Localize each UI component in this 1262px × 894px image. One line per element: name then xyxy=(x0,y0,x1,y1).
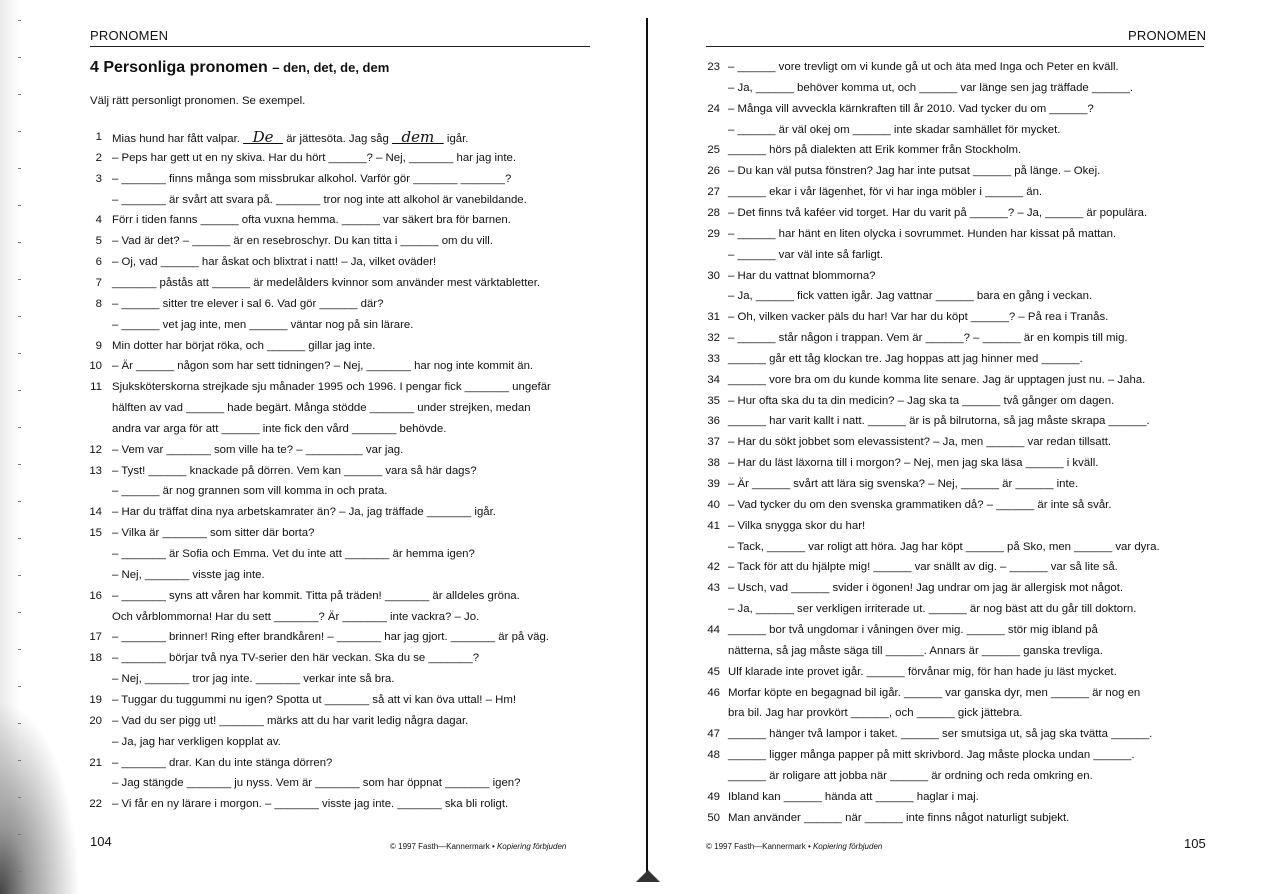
exercise-text: _______ påstås att ______ är medelålders kvinnor som använder mest värktabletter. xyxy=(112,276,541,289)
left-copyright-footer xyxy=(390,842,566,851)
exercise-number: 27 xyxy=(707,186,720,199)
exercise-number: 50 xyxy=(707,811,720,824)
exercise-number: 48 xyxy=(707,749,720,762)
exercise-text: Och vårblommorna! Har du sett _______? Är _______ inte vackra? – Jo. xyxy=(112,610,480,623)
exercise-text: – Oj, vad ______ har åskat och blixtrat i natt! – Ja, vilket oväder! xyxy=(112,256,437,269)
exercise-text: – Oh, vilken vacker päls du har! Var har du köpt ______? – På rea i Tranås. xyxy=(728,311,1109,324)
exercise-number: 20 xyxy=(89,714,102,727)
exercise-title-suffix: – den, det, de, dem xyxy=(272,60,390,75)
exercise-text: – Vad är det? – ______ är en resebroschyr. Du kan titta i ______ om du vill. xyxy=(112,235,493,248)
exercise-number: 28 xyxy=(707,206,720,219)
exercise-number: 12 xyxy=(89,443,102,456)
exercise-text: – ______ var väl inte så farligt. xyxy=(728,248,884,261)
exercise-text: bra bil. Jag har provkört ______, och ______ gick jättebra. xyxy=(728,707,1023,720)
exercise-number: 47 xyxy=(707,728,720,741)
scan-edge-mark xyxy=(18,834,21,835)
exercise-text: – Vad du ser pigg ut! _______ märks att du har varit ledig några dagar. xyxy=(112,714,469,727)
exercise-number: 31 xyxy=(707,311,720,324)
exercise-text: – ______ vore trevligt om vi kunde gå ut och äta med Inga och Peter en kväll. xyxy=(728,61,1119,73)
exercise-number: 30 xyxy=(707,269,720,282)
exercise-text: Ibland kan ______ hända att ______ haglar i maj. xyxy=(728,790,979,803)
exercise-text: ______ hänger två lampor i taket. ______ ser smutsiga ut, så jag ska tvätta ______. xyxy=(728,728,1153,741)
scan-edge-mark xyxy=(18,279,21,280)
exercise-number: 32 xyxy=(707,332,720,345)
left-header-rule xyxy=(90,46,590,47)
scan-edge-mark xyxy=(18,871,21,872)
scan-edge-mark xyxy=(18,686,21,687)
exercise-text: Ulf klarade inte provet igår. ______ förvånar mig, för han hade ju läst mycket. xyxy=(728,665,1117,678)
exercise-number: 8 xyxy=(95,297,102,310)
exercise-text: – ______ är väl okej om ______ inte skadar samhället för mycket. xyxy=(728,123,1061,136)
exercise-text: – Vad tycker du om den svenska grammatiken då? – ______ är inte så svår. xyxy=(728,498,1112,511)
right-footer-italic: Kopiering förbjuden xyxy=(812,842,883,851)
exercise-number: 19 xyxy=(89,693,102,706)
exercise-number: 15 xyxy=(89,527,102,540)
scan-edge-mark xyxy=(18,464,21,465)
scan-edge-mark xyxy=(18,649,21,650)
exercise-number: 2 xyxy=(95,151,102,164)
right-footer-text: © 1997 Fasth—Kannermark • xyxy=(706,842,813,851)
exercise-number: 23 xyxy=(707,61,720,73)
exercise-text: – Vilka snygga skor du har! xyxy=(728,519,866,532)
exercise-text: – Många vill avveckla kärnkraften till år 2010. Vad tycker du om ______? xyxy=(728,102,1094,115)
right-page-number: 105 xyxy=(1184,836,1206,851)
exercise-text: Förr i tiden fanns ______ ofta vuxna hemma. ______ var säkert bra för barnen. xyxy=(112,214,511,227)
right-copyright-footer xyxy=(706,842,882,851)
book-spine xyxy=(646,18,648,878)
exercise-text: – ______ vet jag inte, men ______ väntar nog på sin lärare. xyxy=(112,318,414,331)
exercise-text: – _______ drar. Kan du inte stänga dörren? xyxy=(112,756,333,769)
exercise-text: – _______ är Sofia och Emma. Vet du inte att _______ är hemma igen? xyxy=(112,548,475,560)
exercise-number: 21 xyxy=(89,756,102,769)
exercise-text: – Peps har gett ut en ny skiva. Har du hört ______? – Nej, _______ har jag inte. xyxy=(112,151,517,164)
exercise-number: 44 xyxy=(707,623,720,636)
scan-edge-mark xyxy=(18,390,21,391)
exercise-text: ______ är roligare att jobba när ______ är ordning och reda omkring en. xyxy=(728,769,1093,782)
exercise-number: 7 xyxy=(95,276,102,289)
exercise-number: 42 xyxy=(707,561,720,574)
exercise-text: ______ går ett tåg klockan tre. Jag hoppas att jag hinner med ______. xyxy=(728,352,1083,365)
handwritten-answer: De xyxy=(243,128,284,146)
exercise-text: – ______ är nog grannen som vill komma in och prata. xyxy=(112,485,388,498)
exercise-number: 33 xyxy=(707,352,720,365)
exercise-number: 37 xyxy=(707,436,720,449)
exercise-number: 49 xyxy=(707,790,720,803)
exercise-number: 22 xyxy=(89,798,102,811)
left-running-header: PRONOMEN xyxy=(90,28,169,43)
exercise-text: – Har du vattnat blommorna? xyxy=(728,269,876,282)
exercise-text: – Har du träffat dina nya arbetskamrater än? – Ja, jag träffade _______ igår. xyxy=(112,506,496,519)
scan-edge-mark xyxy=(18,538,21,539)
exercise-number: 46 xyxy=(707,686,720,699)
exercise-text: – Har du läst läxorna till i morgon? – Nej, men jag ska läsa ______ i kväll. xyxy=(728,457,1099,470)
exercise-text: – ______ har hänt en liten olycka i sovrummet. Hunden har kissat på mattan. xyxy=(728,227,1117,240)
exercise-number: 43 xyxy=(707,582,720,595)
exercise-title-main: 4 Personliga pronomen xyxy=(90,59,268,76)
exercise-number: 25 xyxy=(707,144,720,157)
exercise-number: 3 xyxy=(95,172,102,185)
exercise-text: hälften av vad ______ hade begärt. Många stödde _______ under strejken, medan xyxy=(112,402,531,415)
exercise-text: – Usch, vad ______ svider i ögonen! Jag undrar om jag är allergisk mot något. xyxy=(728,582,1124,595)
exercise-text: – Tack för att du hjälpte mig! ______ var snällt av dig. – ______ var så lite så. xyxy=(728,561,1118,574)
scan-edge-mark xyxy=(18,501,21,502)
left-footer-italic: Kopiering förbjuden xyxy=(496,842,567,851)
exercise-text: – Ja, jag har verkligen kopplat av. xyxy=(112,735,281,748)
scan-edge-mark xyxy=(18,205,21,206)
exercise-number: 6 xyxy=(95,256,102,269)
scan-edge-mark xyxy=(18,131,21,132)
exercise-number: 36 xyxy=(707,415,720,428)
exercise-text: ______ hörs på dialekten att Erik kommer från Stockholm. xyxy=(728,144,1022,157)
exercise-number: 17 xyxy=(89,631,102,644)
right-page xyxy=(650,0,1262,894)
exercise-number: 18 xyxy=(89,652,102,665)
exercise-text: – Har du sökt jobbet som elevassistent? – Ja, men ______ var redan tillsatt. xyxy=(728,436,1112,449)
exercise-number: 41 xyxy=(707,519,720,532)
exercise-text: – _______ finns många som missbrukar alkohol. Varför gör _______ _______? xyxy=(112,172,512,185)
exercise-number: 45 xyxy=(707,665,720,678)
exercise-number: 26 xyxy=(707,165,720,178)
exercise-text: Morfar köpte en begagnad bil igår. ______ var ganska dyr, men ______ är nog en xyxy=(728,686,1141,699)
scan-edge-mark xyxy=(18,57,21,58)
exercise-text: – Du kan väl putsa fönstren? Jag har inte putsat ______ på länge. – Okej. xyxy=(728,165,1101,178)
exercise-text: andra var arga för att ______ inte fick den vård _______ behövde. xyxy=(112,422,447,435)
handwritten-answer: dem xyxy=(391,128,444,146)
exercise-number: 11 xyxy=(90,381,102,394)
exercise-text: ______ bor två ungdomar i våningen över mig. ______ stör mig ibland på xyxy=(728,623,1098,636)
scan-edge-mark xyxy=(18,797,21,798)
left-page-number: 104 xyxy=(90,834,112,849)
scan-edge-mark xyxy=(18,242,21,243)
exercise-number: 29 xyxy=(707,227,720,240)
exercise-text: nätterna, så jag måste säga till ______. Annars är ______ ganska trevliga. xyxy=(728,644,1103,657)
exercise-text: – Ja, ______ ser verkligen irriterade ut. ______ är nog bäst att du går till doktorn. xyxy=(728,603,1137,616)
exercise-number: 24 xyxy=(707,102,720,115)
scan-edge-mark xyxy=(18,316,21,317)
exercise-text: – ______ står någon i trappan. Vem är ______? – ______ är en kompis till mig. xyxy=(728,332,1128,345)
exercise-text: Sjuksköterskorna strejkade sju månader 1995 och 1996. I pengar fick _______ ungefär xyxy=(112,381,551,394)
exercise-text: ______ vore bra om du kunde komma lite senare. Jag är upptagen just nu. – Jaha. xyxy=(728,373,1146,386)
exercise-number: 14 xyxy=(89,506,102,519)
exercise-number: 4 xyxy=(95,214,102,227)
exercise-text: – ______ sitter tre elever i sal 6. Vad gör ______ där? xyxy=(112,297,384,310)
exercise-number: 5 xyxy=(95,235,102,248)
exercise-text: Mias hund har fått valpar. De är jättesöta. Jag såg dem igår. xyxy=(112,128,469,146)
exercise-text: – Nej, _______ visste jag inte. xyxy=(112,568,265,581)
exercise-text: – _______ börjar två nya TV-serier den här veckan. Ska du se _______? xyxy=(112,652,480,665)
scan-edge-mark xyxy=(18,723,21,724)
exercise-text: – Jag stängde _______ ju nyss. Vem är _______ som har öppnat _______ igen? xyxy=(112,777,521,790)
exercise-text: – Är ______ svårt att lära sig svenska? – Nej, ______ är ______ inte. xyxy=(728,478,1079,490)
exercise-number: 13 xyxy=(89,464,102,477)
exercise-text: Man använder ______ när ______ inte finns något naturligt subjekt. xyxy=(728,811,1070,824)
scan-edge-mark xyxy=(18,427,21,428)
exercise-number: 34 xyxy=(707,373,720,386)
exercise-text: ______ ekar i vår lägenhet, för vi har inga möbler i ______ än. xyxy=(728,186,1043,199)
exercise-number: 40 xyxy=(707,498,720,511)
exercise-text: – _______ brinner! Ring efter brandkåren! – _______ har jag gjort. _______ är på väg. xyxy=(112,631,549,644)
scan-edge-mark xyxy=(18,612,21,613)
exercise-text: – Nej, _______ tror jag inte. _______ verkar inte så bra. xyxy=(112,673,395,686)
exercise-number: 10 xyxy=(89,360,102,373)
exercise-text: – Är ______ någon som har sett tidningen? – Nej, _______ har nog inte kommit än. xyxy=(112,360,534,373)
exercise-text: – Vilka är _______ som sitter där borta? xyxy=(112,527,315,540)
exercise-title xyxy=(90,59,389,77)
exercise-instruction: Välj rätt personligt pronomen. Se exempel. xyxy=(90,95,306,107)
left-footer-text: © 1997 Fasth—Kannermark • xyxy=(390,842,497,851)
exercise-text: – Hur ofta ska du ta din medicin? – Jag ska ta ______ två gånger om dagen. xyxy=(728,394,1115,407)
exercise-text: – Det finns två kaféer vid torget. Har du varit på ______? – Ja, ______ är populära. xyxy=(728,206,1148,219)
scan-edge-mark xyxy=(18,353,21,354)
scan-edge-mark xyxy=(18,575,21,576)
exercise-number: 1 xyxy=(95,131,102,143)
exercise-text: ______ ligger många papper på mitt skrivbord. Jag måste plocka undan ______. xyxy=(728,749,1135,762)
exercise-number: 39 xyxy=(707,478,720,490)
exercise-text: – _______ syns att våren har kommit. Titta på träden! _______ är alldeles gröna. xyxy=(112,589,520,602)
right-header-rule xyxy=(706,46,1204,47)
exercise-text: – Vi får en ny lärare i morgon. – _______ visste jag inte. _______ ska bli roligt. xyxy=(112,798,509,811)
exercise-number: 38 xyxy=(707,457,720,470)
scan-edge-mark xyxy=(18,94,21,95)
exercise-text: – _______ är svårt att svara på. _______ tror nog inte att alkohol är vanebildande. xyxy=(112,193,527,206)
exercise-text: – Ja, ______ fick vatten igår. Jag vattnar ______ bara en gång i veckan. xyxy=(728,290,1093,303)
right-running-header: PRONOMEN xyxy=(1128,28,1207,43)
exercise-text: – Vem var _______ som ville ha te? – _________ var jag. xyxy=(112,443,404,456)
exercise-text: Min dotter har börjat röka, och ______ gillar jag inte. xyxy=(112,339,376,352)
exercise-number: 16 xyxy=(89,589,102,602)
exercise-text: – Tyst! ______ knackade på dörren. Vem kan ______ vara så här dags? xyxy=(112,464,477,477)
exercise-number: 9 xyxy=(95,339,102,352)
exercise-text: – Tack, ______ var roligt att höra. Jag har köpt ______ på Sko, men ______ var dyra. xyxy=(728,540,1160,553)
scan-edge-mark xyxy=(18,760,21,761)
scan-edge-mark xyxy=(18,168,21,169)
exercise-number: 35 xyxy=(707,394,720,407)
exercise-text: ______ har varit kallt i natt. ______ är is på bilrutorna, så jag måste skrapa ______. xyxy=(728,415,1150,428)
scan-edge-mark xyxy=(18,20,21,21)
exercise-text: – Ja, ______ behöver komma ut, och ______ var länge sen jag träffade ______. xyxy=(728,81,1134,94)
exercise-text: – Tuggar du tuggummi nu igen? Spotta ut _______ så att vi kan öva uttal! – Hm! xyxy=(112,693,516,706)
